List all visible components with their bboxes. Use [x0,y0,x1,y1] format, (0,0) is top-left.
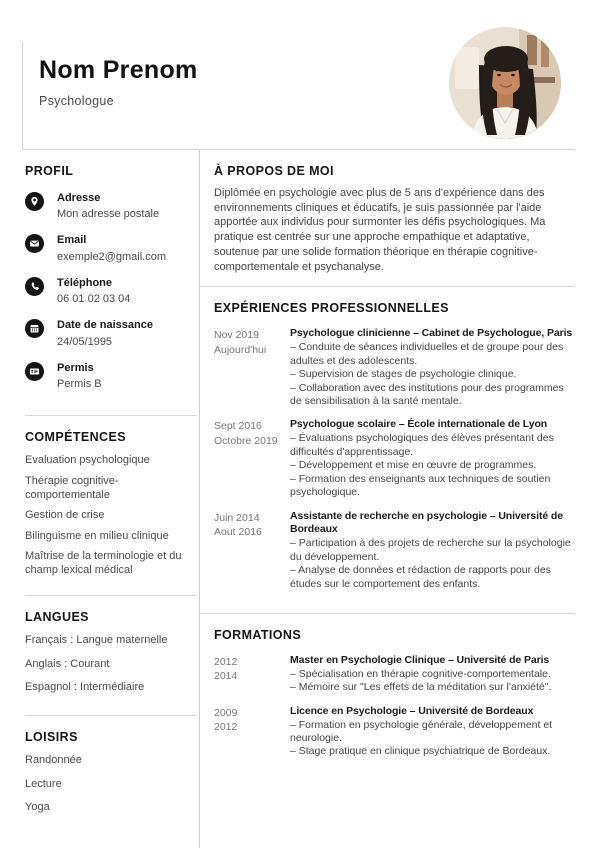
entry-title: Licence en Psychologie – Université de Bordeaux [290,704,534,717]
cv-page [0,42,600,848]
profile-item-value: exemple2@gmail.com [57,250,166,263]
about-section [200,150,575,287]
education-entry [214,654,575,695]
skills-section [25,416,197,596]
content-columns [0,150,600,848]
envelope-icon [25,234,44,253]
experience-section [200,287,575,614]
entry-dates [214,510,290,591]
date-end: Aujourd'hui [214,343,267,356]
skill-item: Gestion de crise [25,509,105,522]
skill-item: Evaluation psychologique [25,454,150,467]
entry-title: Master en Psychologie Clinique – Université de Paris [290,653,550,666]
entry-bullet: – Développement et mise en œuvre de programmes. [290,459,537,472]
profile-item-value: Permis B [57,378,102,391]
phone-icon [25,277,44,296]
profile-heading: PROFIL [25,164,74,178]
education-entries [214,654,575,759]
about-heading: À PROPOS DE MOI [214,164,334,178]
entry-bullet: – Collaboration avec des institutions pour des programmes de sensibilisation à la santé mentale. [290,381,564,408]
entry-bullet: – Formation en psychologie générale, développement et neurologie. [290,718,553,744]
hobbies-section [25,716,197,835]
profile-item-label: Permis [57,361,94,374]
date-start: 2009 [214,706,238,719]
education-section [200,614,575,781]
person-name: Nom Prenom [39,56,198,84]
entry-dates [214,705,290,759]
experience-entry [214,327,575,408]
entry-bullet: – Conduite de séances individuelles et de groupe pour des adultes et des adolescents. [290,341,564,367]
experience-entry [214,510,575,591]
hobby-item: Lecture [25,777,62,790]
language-item: Espagnol : Intermédiaire [25,681,145,694]
education-heading: FORMATIONS [214,627,302,642]
profile-item-label: Email [57,234,87,247]
about-text: Diplômée en psychologie avec plus de 5 ans d'expérience dans des environnements cliniques et éducatifs, je suis passionnée par l'aide apportée aux individus pour surmonter les défis psychologiques. Ma pratique est centrée sur une approche empathique et adaptative, soutenue par une solide formation théorique en thérapie cognitive-comportementale et psychanalyse. [214,187,546,273]
hobby-item: Yoga [25,800,50,813]
entry-dates [214,418,290,499]
entry-bullet: – Formation des enseignants aux techniques de soutien psychologique. [290,472,551,499]
hobbies-heading: LOISIRS [25,730,78,745]
entry-bullet: – Spécialisation en thérapie cognitive-comportementale. [290,667,551,680]
location-pin-icon [25,192,44,211]
skills-heading: COMPÉTENCES [25,430,126,445]
date-start: 2012 [214,655,238,668]
hobbies-list [25,753,191,814]
date-start: Sept 2016 [214,420,262,433]
entry-bullet: – Supervision de stages de psychologie clinique. [290,368,517,381]
skill-item: Maîtrise de la terminologie et du champ lexical médical [25,549,182,577]
experience-entries [214,327,575,591]
hobby-item: Randonnée [25,754,82,767]
profile-item-label: Date de naissance [57,319,153,332]
profile-items [25,191,191,392]
date-end: Octobre 2019 [214,434,278,447]
language-item: Français : Langue maternelle [25,634,168,647]
calendar-icon [25,319,44,338]
entry-bullet: – Participation à des projets de recherche sur la psychologie du développement. [290,537,571,563]
profile-item-phone [25,276,191,307]
entry-bullet: – Stage pratique en clinique psychiatrique de Bordeaux. [290,745,551,758]
skill-item: Thérapie cognitive-comportementale [25,474,119,501]
profile-item-address [25,191,191,222]
profile-item-value: 24/05/1995 [57,335,113,348]
experience-entry [214,418,575,499]
entry-title: Psychologue clinicienne – Cabinet de Psychologue, Paris [290,327,573,340]
entry-bullet: – Évaluations psychologiques des élèves présentant des difficultés d'apprentissage. [290,432,554,458]
entry-bullet: – Mémoire sur "Les effets de la méditation sur l'anxiété". [290,681,552,694]
cv-header [22,42,575,150]
profile-item-label: Adresse [57,192,101,204]
date-end: 2012 [214,720,238,733]
languages-heading: LANGUES [25,610,89,625]
experience-heading: EXPÉRIENCES PROFESSIONNELLES [214,301,449,316]
entry-dates [214,654,290,695]
profile-item-value: Mon adresse postale [57,208,160,221]
sidebar [0,150,199,848]
id-card-icon [25,362,44,381]
skills-list [25,453,191,577]
job-title: Psychologue [39,94,114,108]
language-item: Anglais : Courant [25,657,110,670]
profile-item-label: Téléphone [57,276,113,289]
profile-item-email [25,233,191,264]
main-column [199,150,600,848]
avatar-photo-illustration [449,27,561,139]
date-end: Aout 2016 [214,525,262,538]
profile-section [25,150,197,416]
education-entry [214,705,575,759]
date-start: Juin 2014 [214,511,260,524]
date-start: Nov 2019 [214,329,259,342]
profile-item-license [25,361,191,392]
languages-section [25,596,197,716]
entry-title: Assistante de recherche en psychologie – Université de Bordeaux [290,509,563,536]
languages-list [25,633,191,694]
date-end: 2014 [214,670,238,683]
profile-photo [449,27,561,139]
profile-item-birthdate [25,318,191,349]
profile-item-value: 06 01 02 03 04 [57,293,131,306]
skill-item: Bilinguisme en milieu clinique [25,529,169,542]
entry-dates [214,327,290,408]
entry-title: Psychologue scolaire – École internationale de Lyon [290,418,548,431]
entry-bullet: – Analyse de données et rédaction de rapports pour des études sur le comportement des enfants. [290,564,551,590]
